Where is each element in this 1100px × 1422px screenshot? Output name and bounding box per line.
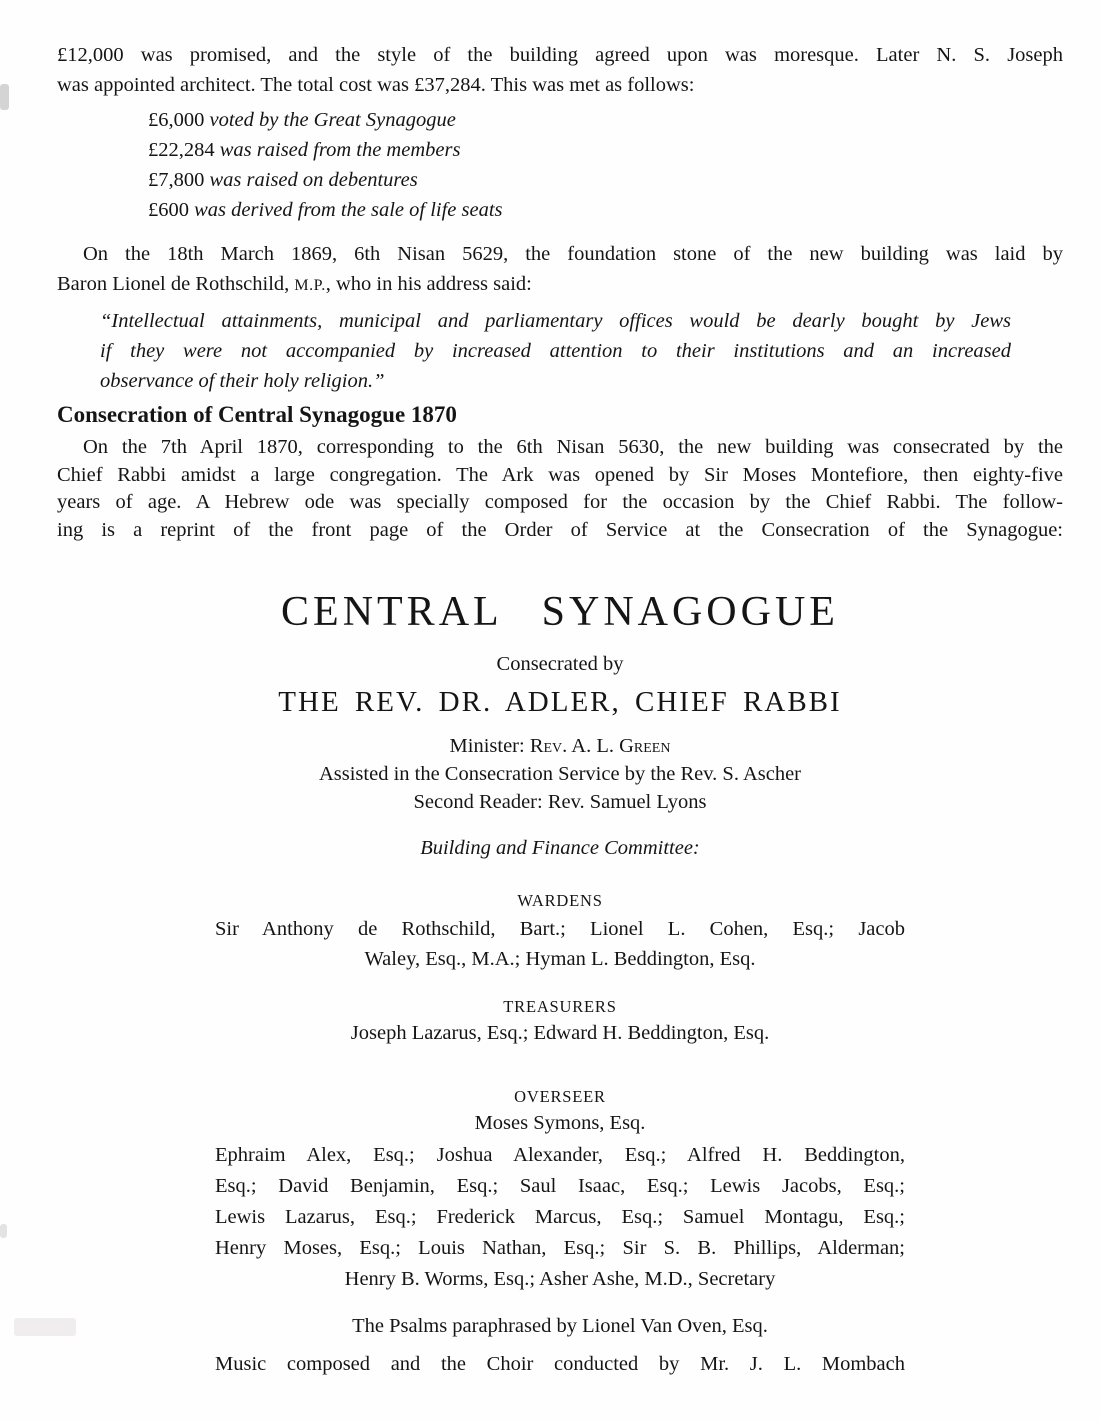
overseer-line-3: Lewis Lazarus, Esq.; Frederick Marcus, Esq.; Samuel Montagu, Esq.; xyxy=(215,1206,905,1228)
foundation-line-2 xyxy=(57,269,1063,301)
wardens-names xyxy=(215,914,905,974)
funding-desc: voted by the Great Synagogue xyxy=(204,109,456,131)
second-reader-line: Second Reader: Rev. Samuel Lyons xyxy=(413,791,707,813)
rothschild-quote xyxy=(57,306,1063,396)
section-heading: Consecration of Central Synagogue 1870 xyxy=(57,402,457,427)
music-line: Music composed and the Choir conducted by Mr. J. L. Mombach xyxy=(215,1353,905,1375)
consecration-line-3: years of age. A Hebrew ode was specially composed for the occasion by the Chief Rabbi. The follow- xyxy=(57,491,1063,513)
funding-desc: was raised on debentures xyxy=(204,169,418,191)
overseer-line-2: Esq.; David Benjamin, Esq.; Saul Isaac, Esq.; Lewis Jacobs, Esq.; xyxy=(215,1175,905,1197)
funding-amount: £7,800 xyxy=(148,169,205,191)
funding-item xyxy=(148,105,1063,135)
scan-smudge-left-top xyxy=(0,84,9,110)
quote-line-2: if they were not accompanied by increased attention to their institutions and an increased xyxy=(100,340,1011,362)
intro-line-2: was appointed architect. The total cost was £37,284. This was met as follows: xyxy=(57,74,695,96)
minister-name-smallcaps: Rev. A. L. Green xyxy=(529,735,671,757)
foundation-line-2-text: Baron Lionel de Rothschild, xyxy=(57,273,295,295)
mp-smallcaps: M.P. xyxy=(294,277,326,294)
treasurers-heading: TREASURERS xyxy=(503,997,617,1016)
overseer-line-4: Henry Moses, Esq.; Louis Nathan, Esq.; Sir S. B. Phillips, Alderman; xyxy=(215,1237,905,1259)
foundation-paragraph xyxy=(57,239,1063,301)
overseer-line-5: Henry B. Worms, Esq.; Asher Ashe, M.D., Secretary xyxy=(344,1268,776,1290)
funding-desc: was raised from the members xyxy=(214,139,461,161)
minister-label: Minister: xyxy=(449,735,530,757)
foundation-line-2-tail: , who in his address said: xyxy=(325,273,532,295)
wardens-line-2: Waley, Esq., M.A.; Hyman L. Beddington, Esq. xyxy=(364,948,756,970)
funding-amount: £600 xyxy=(148,199,189,221)
scan-smudge-bottom xyxy=(14,1318,76,1336)
consecration-paragraph xyxy=(57,434,1063,544)
foundation-line-1: On the 18th March 1869, 6th Nisan 5629, the foundation stone of the new building was laid by xyxy=(83,243,1063,265)
wardens-heading: WARDENS xyxy=(517,891,603,910)
overseer-line-1: Ephraim Alex, Esq.; Joshua Alexander, Esq.; Alfred H. Beddington, xyxy=(215,1144,905,1166)
psalms-line: The Psalms paraphrased by Lionel Van Oven, Esq. xyxy=(352,1315,768,1337)
funding-item xyxy=(148,165,1063,195)
funding-item xyxy=(148,195,1063,225)
wardens-line-1: Sir Anthony de Rothschild, Bart.; Lionel L. Cohen, Esq.; Jacob xyxy=(215,918,905,940)
quote-line-1: “Intellectual attainments, municipal and parliamentary offices would be dearly bought by Jews xyxy=(100,310,1011,332)
intro-line-1: £12,000 was promised, and the style of the building agreed upon was moresque. Later N. S. Joseph xyxy=(57,44,1063,66)
funding-list xyxy=(148,105,1063,225)
assisted-line: Assisted in the Consecration Service by the Rev. S. Ascher xyxy=(318,763,802,785)
intro-paragraph xyxy=(57,40,1063,100)
overseer-names xyxy=(215,1140,905,1295)
consecration-line-4: ing is a reprint of the front page of the Order of Service at the Consecration of the Synagogue: xyxy=(57,518,1063,541)
synagogue-title: CENTRAL SYNAGOGUE xyxy=(281,589,839,635)
consecration-line-1: On the 7th April 1870, corresponding to the 6th Nisan 5630, the new building was consecrated by the xyxy=(83,436,1063,458)
funding-item xyxy=(148,135,1063,165)
minister-line xyxy=(215,732,905,760)
order-of-service xyxy=(215,588,905,1379)
consecrated-by-line: Consecrated by xyxy=(496,653,624,675)
overseer-heading: OVERSEER xyxy=(514,1087,606,1106)
scan-smudge-left-mid xyxy=(0,1224,7,1238)
treasurers-line: Joseph Lazarus, Esq.; Edward H. Beddington, Esq. xyxy=(350,1022,770,1044)
overseer-chief-line: Moses Symons, Esq. xyxy=(474,1112,646,1134)
quote-line-3: observance of their holy religion.” xyxy=(100,370,385,392)
funding-desc: was derived from the sale of life seats xyxy=(189,199,503,221)
funding-amount: £6,000 xyxy=(148,109,205,131)
consecration-line-2: Chief Rabbi amidst a large congregation. The Ark was opened by Sir Moses Montefiore, then eighty-five xyxy=(57,463,1063,486)
committee-title: Building and Finance Committee: xyxy=(420,837,700,859)
funding-amount: £22,284 xyxy=(148,139,215,161)
chief-rabbi-line: THE REV. DR. ADLER, CHIEF RABBI xyxy=(278,686,842,718)
